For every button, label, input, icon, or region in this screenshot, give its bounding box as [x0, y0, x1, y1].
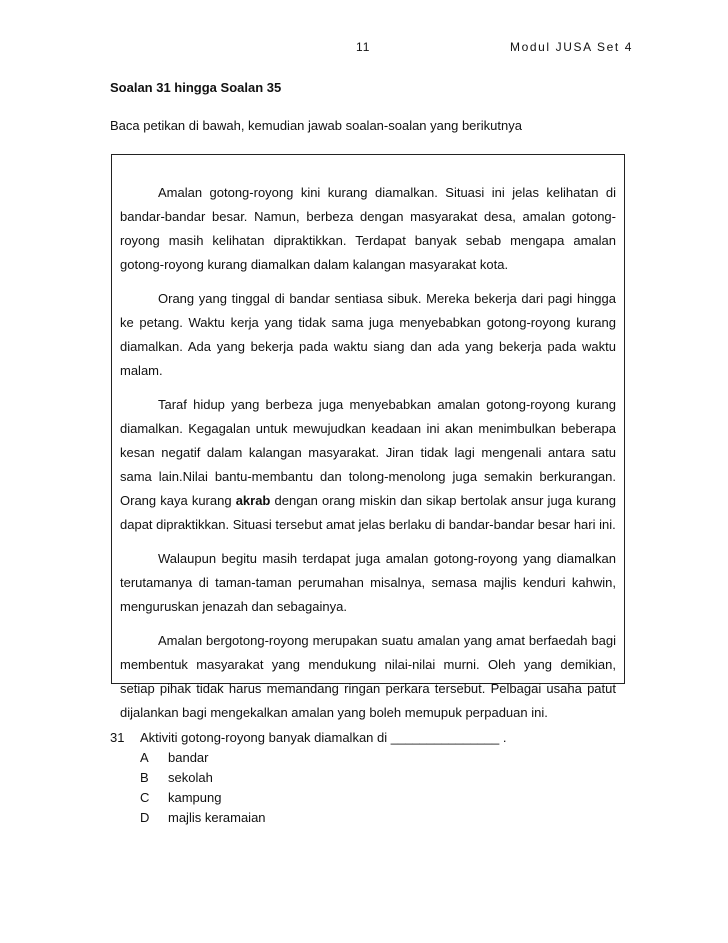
passage-p3-text-before: Taraf hidup yang berbeza juga menyebabkan amalan gotong-royong kurang diamalkan. Kegagalan untuk mewujudkan keadaan ini akan menimbulkan beberapa kesan negatif dalam kalangan masyarakat. Jiran tidak lagi mengenali antara satu sama lain.Nilai bantu-membantu dan tolong-menolong juga semakin berkurangan. Orang kaya kurang: [120, 397, 616, 508]
instruction-text: Baca petikan di bawah, kemudian jawab soalan-soalan yang berikutnya: [110, 118, 522, 133]
passage-p3-text-after: dengan orang miskin dan sikap bertolak ansur juga kurang dapat dipraktikkan. Situasi tersebut amat jelas berlaku di bandar-bandar besar hari ini.: [120, 493, 616, 532]
module-title: Modul JUSA Set 4: [510, 40, 633, 54]
passage-paragraph-5: Amalan bergotong-royong merupakan suatu amalan yang amat berfaedah bagi membentuk masyarakat yang mendukung nilai-nilai murni. Oleh yang demikian, setiap pihak tidak harus memandang ringan perkara tersebut. Pelbagai usaha patut dijalankan bagi mengekalkan amalan yang boleh memupuk perpaduan ini.: [120, 633, 616, 720]
option-letter: D: [140, 810, 150, 825]
passage-paragraph-1: Amalan gotong-royong kini kurang diamalkan. Situasi ini jelas kelihatan di bandar-bandar besar. Namun, berbeza dengan masyarakat desa, amalan gotong-royong masih kelihatan dipraktikkan. Terdapat banyak sebab mengapa amalan gotong-royong kurang diamalkan dalam kalangan masyarakat kota.: [120, 185, 616, 272]
option-c[interactable]: [110, 788, 630, 808]
section-title: Soalan 31 hingga Soalan 35: [110, 80, 282, 95]
passage-paragraph-2: Orang yang tinggal di bandar sentiasa sibuk. Mereka bekerja dari pagi hingga ke petang. Waktu kerja yang tidak sama juga menyebabkan gotong-royong kurang diamalkan. Ada yang bekerja pada waktu siang dan ada yang bekerja pada waktu malam.: [120, 291, 616, 378]
question-number: 31: [110, 730, 125, 745]
reading-passage-box: [111, 154, 625, 720]
option-a[interactable]: [110, 748, 630, 768]
option-letter: B: [140, 770, 149, 785]
option-text: kampung: [168, 790, 222, 805]
passage-bold-word: akrab: [235, 493, 271, 508]
passage-paragraph-3: [120, 393, 616, 537]
option-b[interactable]: [110, 768, 630, 788]
option-letter: C: [140, 790, 150, 805]
option-text: bandar: [168, 750, 209, 765]
question-text: Aktiviti gotong-royong banyak diamalkan di _______________ .: [140, 730, 507, 745]
option-d[interactable]: [110, 808, 630, 828]
passage-paragraph-4: Walaupun begitu masih terdapat juga amalan gotong-royong yang diamalkan terutamanya di taman-taman perumahan misalnya, semasa majlis kenduri kahwin, menguruskan jenazah dan sebagainya.: [120, 551, 616, 614]
option-text: majlis keramaian: [168, 810, 266, 825]
option-text: sekolah: [168, 770, 213, 785]
question-31: [110, 728, 630, 828]
question-stem: [110, 728, 630, 748]
option-letter: A: [140, 750, 149, 765]
page-number: 11: [356, 40, 371, 54]
